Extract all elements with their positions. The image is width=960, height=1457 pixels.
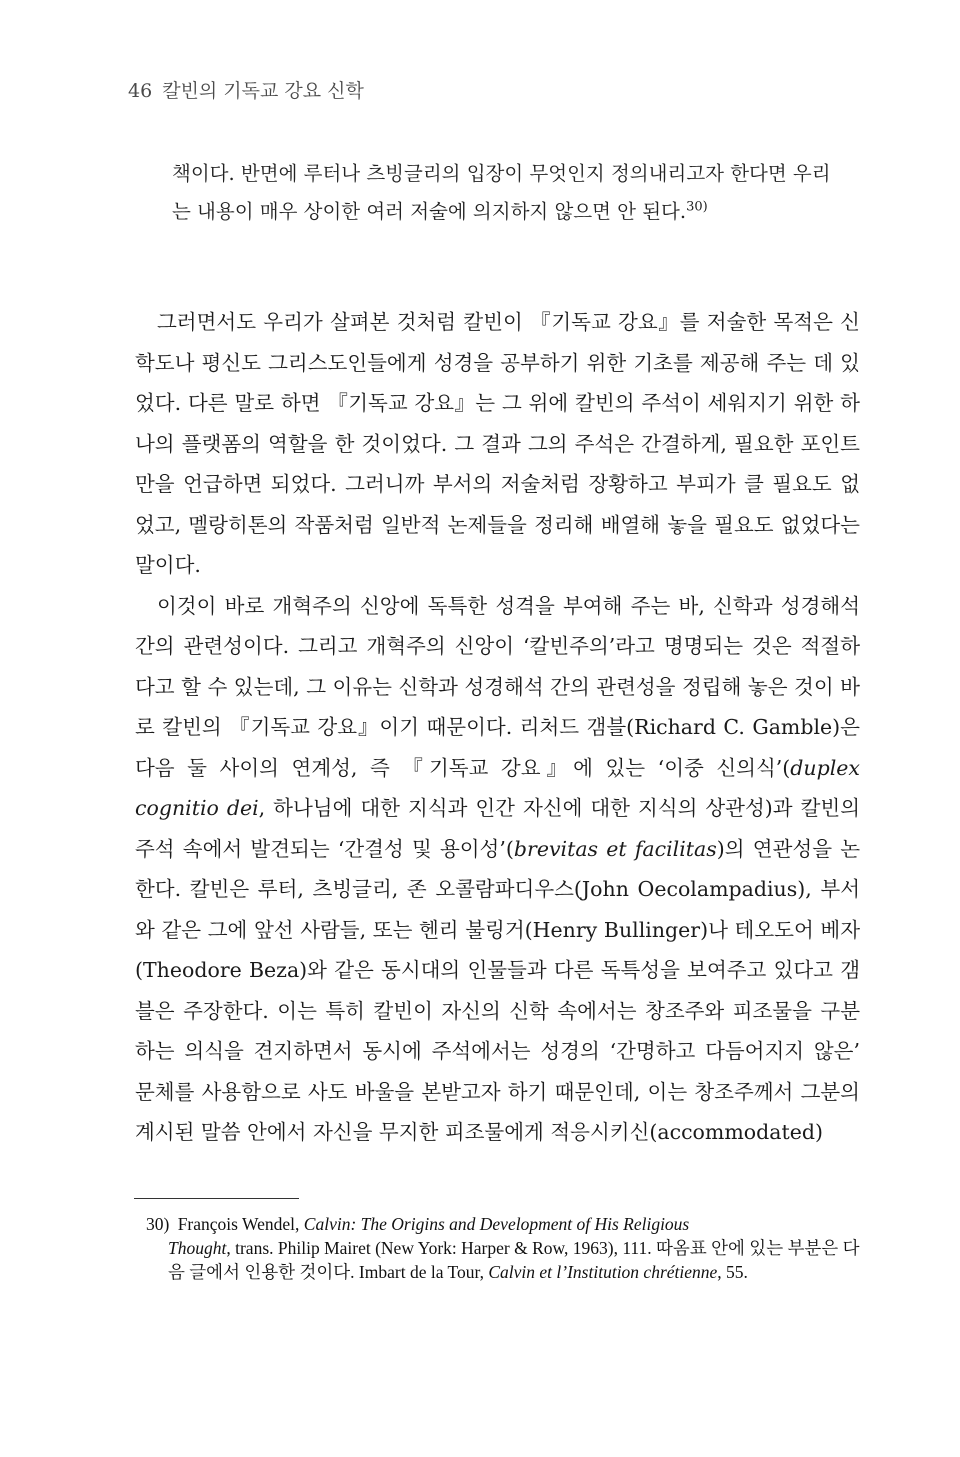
footnote-number: 30) [146,1214,170,1234]
block-quote [172,155,837,231]
footnote-reference: 30) [686,199,708,215]
footnote-30 [146,1212,862,1284]
footnote-continuation [146,1236,862,1284]
running-header [128,76,364,103]
paragraph-2-part-c: )의 연관성을 논한다. 칼빈은 루터, 츠빙글리, 존 오콜람파디우스(John Oecolampadius), 부서와 같은 그에 앞선 사람들, 또는 헨리 불링거(Henry Bullinger)나 테오도어 베자(Theodore Beza)와 같은 동시대의 인물들과 다른 독특성을 보여주고 있다고 갬블은 주장한다. 이는 특히 칼빈이 자신의 신학 속에서는 창조주와 피조물을 구분하는 의식을 견지하면서 동시에 주석에서는 성경의 ‘간명하고 다듬어지지 않은’ 문체를 사용함으로 사도 바울을 본받고자 하기 때문인데, 이는 창조주께서 그분의 계시된 말씀 안에서 자신을 무지한 피조물에게 적응시키신(accommodated) [135,836,860,1144]
latin-term-brevitas: brevitas et facilitas [513,836,717,861]
block-quote-text: 책이다. 반면에 루터나 츠빙글리의 입장이 무엇인지 정의내리고자 한다면 우리는 내용이 매우 상이한 여러 저술에 의지하지 않으면 안 된다. [172,162,831,223]
footnote-title: Calvin: The Origins and Development of His Religious [303,1214,690,1234]
running-title: 칼빈의 기독교 강요 신학 [162,80,364,102]
footnote-title-end: Thought [168,1238,227,1258]
latin-term-duplex: duplex cognitio dei [135,755,860,820]
paragraph-2-part-a: 이것이 바로 개혁주의 신앙에 독특한 성격을 부여해 주는 바, 신학과 성경해석 간의 관련성이다. 그리고 개혁주의 신앙이 ‘칼빈주의’라고 명명되는 것은 적절하다고 할 수 있는데, 그 이유는 신학과 성경해석 간의 관련성을 정립해 놓은 것이 바로 칼빈의 『기독교 강요』이기 때문이다. 리처드 갬블(Richard C. Gamble)은 다음 둘 사이의 연계성, 즉 『기독교 강요』에 있는 ‘이중 신의식’( [135,593,860,780]
paragraph-2-part-b: , 하나님에 대한 지식과 인간 자신에 대한 지식의 상관성)과 칼빈의 주석 속에서 발견되는 ‘간결성 및 용이성’( [135,796,860,861]
footnote-page: , 55. [717,1262,748,1282]
footnote-publication: , trans. Philip Mairet (New York: Harper & Row, 1963), 111. 따옴표 안에 있는 부분은 다음 글에서 인용한 것이다. Imbart de la Tour, [168,1238,860,1282]
footnote-author: François Wendel, [177,1214,300,1234]
footnote-divider [134,1198,299,1199]
paragraph-2 [135,586,860,1153]
body-text [135,302,860,1153]
page-number: 46 [128,80,153,102]
footnote-second-title: Calvin et l’Institution chrétienne [488,1262,718,1282]
paragraph-1: 그러면서도 우리가 살펴본 것처럼 칼빈이 『기독교 강요』를 저술한 목적은 신학도나 평신도 그리스도인들에게 성경을 공부하기 위한 기초를 제공해 주는 데 있었다. 다른 말로 하면 『기독교 강요』는 그 위에 칼빈의 주석이 세워지기 위한 하나의 플랫폼의 역할을 한 것이었다. 그 결과 그의 주석은 간결하게, 필요한 포인트만을 언급하면 되었다. 그러니까 부서의 저술처럼 장황하고 부피가 클 필요도 없었고, 멜랑히톤의 작품처럼 일반적 논제들을 정리해 배열해 놓을 필요도 없었다는 말이다. [135,310,860,577]
